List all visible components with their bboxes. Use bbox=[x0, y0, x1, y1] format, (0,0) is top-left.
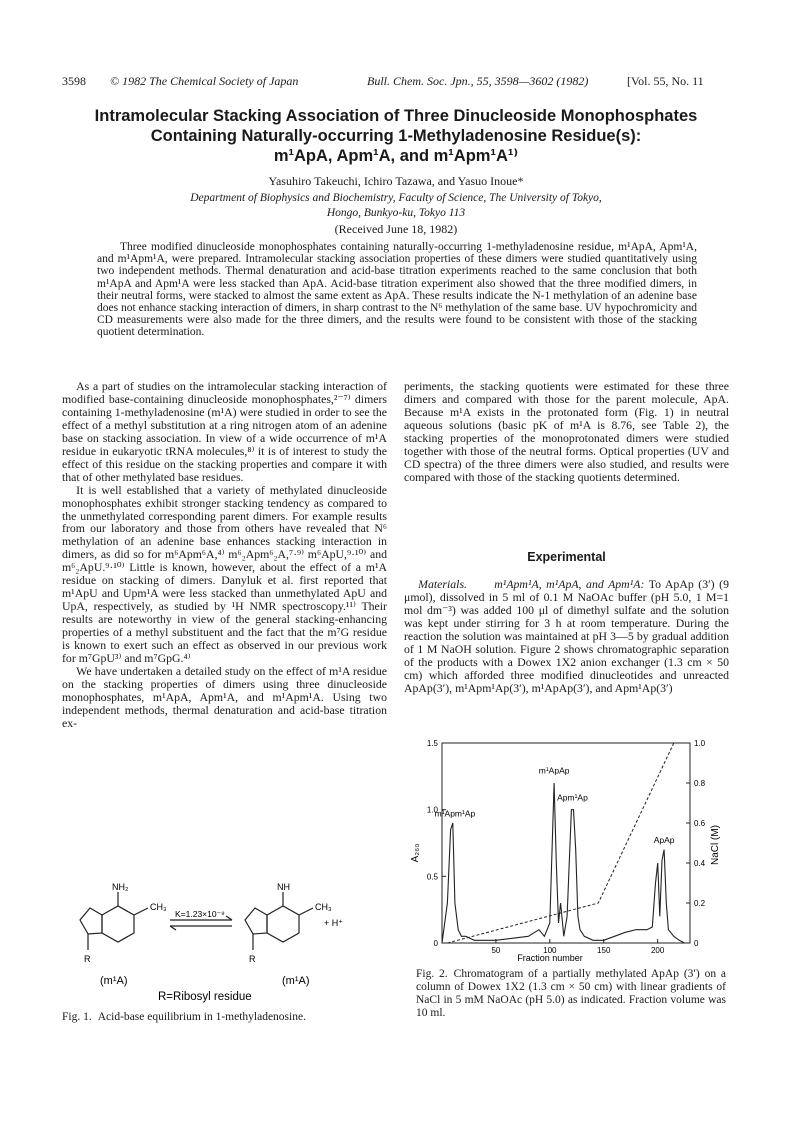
y-axis-right-label: NaCl (M) bbox=[710, 825, 721, 865]
equilibrium-constant: K=1.23×10⁻⁹ bbox=[175, 909, 225, 919]
x-tick-label: 50 bbox=[491, 946, 501, 955]
authors: Yasuhiro Takeuchi, Ichiro Tazawa, and Yasuo Inoue* bbox=[268, 174, 524, 188]
proton-label: + H⁺ bbox=[324, 918, 344, 928]
y-right-tick-label: 0.4 bbox=[694, 859, 706, 868]
y-right-tick-label: 1.0 bbox=[694, 739, 706, 748]
received-date: (Received June 18, 1982) bbox=[334, 222, 458, 236]
peak-label: m¹Apm¹Ap bbox=[434, 808, 476, 819]
copyright: © 1982 The Chemical Society of Japan bbox=[110, 74, 299, 88]
structure-label-left: (m¹A) bbox=[100, 975, 128, 987]
y-left-tick-label: 1.5 bbox=[426, 739, 438, 748]
y-left-tick-label: 0 bbox=[433, 939, 438, 948]
paper-title: Intramolecular Stacking Association of Three Dinucleoside Monophosphates Containing Naturally-occurring 1-Methyladenosine Residue(s): m¹ApA, Apm¹A, and m¹Apm¹A¹⁾ bbox=[94, 107, 698, 165]
peak-label: Apm¹Ap bbox=[557, 792, 588, 803]
right-column-intro bbox=[404, 380, 729, 484]
abstract: Three modified dinucleoside monophosphates containing naturally-occurring 1-methyladenosine residue, m¹ApA, Apm¹A, and m¹Apm¹A, were prepared. Intramolecular stacking association properties of these dimers were studied quantitatively using two independent methods. Thermal denaturation and acid-base titration experiments reached to the same conclusion that both m¹ApA and Apm¹A were less stacked than ApA. Acid-base titration experiment also showed that the three modified dimers, in their neutral forms, were stacked to almost the same extent as ApA. These results indicate the N-1 methylation of an adenine base does not enhance stacking interaction of dimers, in sharp contrast to the N⁶ methylation of the same base. UV hypochromicity and CD measurements were also made for the three dimers, and the results were found to be consistent with those of the stacking quotient determination. bbox=[97, 241, 697, 339]
figure-1-caption: Fig. 1. Acid-base equilibrium in 1-methyladenosine. bbox=[62, 1011, 306, 1023]
paragraph: We have undertaken a detailed study on the effect of m¹A residue on the stacking properties of dimers using three dinucleoside monophosphates, m¹ApA, Apm¹A, and m¹Apm¹A. Using two independent methods, thermal denaturation and acid-base titration ex- bbox=[62, 663, 387, 730]
pyrimidine-ring-left bbox=[102, 906, 134, 942]
paragraph: As a part of studies on the intramolecular stacking interaction of modified base-containing dinucleoside monophosphates,²⁻⁷⁾ dimers containing 1-methyladenosine (m¹A) were studied in order to see the effect of a methyl substitution at a ring nitrogen atom of an adenine base on stacking association. In view of a wide occurrence of m¹A residue in eukaryotic tRNA molecules,⁸⁾ it is of interest to study the effect of this residue on the stacking properties and compare it with that of other methylated base residues. bbox=[62, 379, 387, 484]
nh-label: NH bbox=[277, 882, 290, 892]
journal-citation: Bull. Chem. Soc. Jpn., 55, 3598—3602 (1982) bbox=[367, 74, 589, 88]
y-right-tick-label: 0.6 bbox=[694, 819, 706, 828]
figure-2-caption: Fig. 2. Chromatogram of a partially methylated ApAp (3′) on a column of Dowex 1X2 (1.3 cm × 50 cm) with linear gradients of NaCl in 5 mM NaOAc (pH 5.0) as indicated. Fraction volume was 10 ml. bbox=[416, 968, 726, 1019]
page-header bbox=[62, 74, 730, 92]
materials-paragraph: Materials. m¹Apm¹A, m¹ApA, and Apm¹A: To ApAp (3′) (9 μmol), dissolved in 5 ml of 0.1 M NaOAc buffer (pH 5.0, 1 M=1 mol dm⁻³) was added 100 μl of dimethyl sulfate and the solution was kept under stirring for 3 h at room temperature. During the reaction the solution was maintained at pH 3—5 by gradual addition of 1 M NaOH solution. Figure 2 shows chromatographic separation of the products with a Dowex 1X2 anion exchanger (1.3 cm × 50 cm) which afforded three modified dinucleotides and unreacted ApAp(3′), m¹Apm¹Ap(3′), m¹ApAp(3′), and Apm¹Ap(3′) bbox=[404, 577, 729, 695]
volume-info: [Vol. 55, No. 11 bbox=[627, 74, 704, 88]
x-tick-label: 150 bbox=[597, 946, 611, 955]
affiliation: Department of Biophysics and Biochemistry, Faculty of Science, The University of Tokyo, Hongo, Bunkyo-ku, Tokyo 113 bbox=[190, 192, 602, 219]
ch3-left: CH₃ bbox=[150, 902, 167, 912]
section-heading: Experimental bbox=[527, 550, 606, 564]
x-tick-label: 200 bbox=[650, 946, 665, 955]
y-axis-left-label: A₂₆₀ bbox=[410, 843, 421, 863]
paragraph: periments, the stacking quotients were estimated for these three dimers and compared with those for the parent molecule, ApA. Because m¹A exists in the protonated form (Fig. 1) in neutral aqueous solutions (basic pK of m¹A is 8.76, see Table 2), the stacking properties of the monoprotonated dimers were studied together with those of the neutral forms. Optical properties (UV and CD spectra) of the three dimers were also studied, and results were compared with those of the stacking quotients determined. bbox=[404, 379, 729, 484]
y-left-tick-label: 1.0 bbox=[426, 805, 438, 815]
left-column bbox=[62, 380, 387, 730]
y-right-tick-label: 0 bbox=[694, 939, 699, 948]
pyrimidine-ring-right bbox=[267, 906, 299, 942]
figure-2-chromatogram bbox=[400, 735, 730, 963]
absorbance-series bbox=[442, 783, 685, 943]
x-tick-label: 100 bbox=[543, 946, 557, 955]
ribosyl-note: R=Ribosyl residue bbox=[158, 991, 252, 1003]
y-right-tick-label: 0.8 bbox=[694, 779, 706, 788]
paragraph: It is well established that a variety of methylated dinucleoside monophosphates exhibit stronger stacking tendency as compared to the unmethylated corresponding parent dimers. For example results from our laboratory and those from others have revealed that N⁶ methylation of an adenine base enhances stacking interaction in dimers, as did so for m⁶Apm⁶A,⁴⁾ m⁶₂Apm⁶₂A,⁷·⁹⁾ m⁶ApU,⁹·¹⁰⁾ and m⁶₂ApU.⁹·¹⁰⁾ Little is known, however, about the effect of a m¹A residue on stacking of dimers. Danyluk et al. first reported that m¹ApU and Upm¹A were less stacked than unmethylated ApU and UpA, respectively, as studied by ¹H NMR spectroscopy.¹¹⁾ Their results are noteworthy in view of the general stacking-enhancing properties of a methyl substituent and the fact that the m⁷G residue is known to exert such an effect as observed in our previous work for m⁷GpU³⁾ and m⁷GpG.⁴⁾ bbox=[62, 482, 387, 666]
r-left: R bbox=[84, 954, 91, 964]
peak-label: m¹ApAp bbox=[538, 765, 570, 776]
structure-label-right: (m¹A) bbox=[282, 975, 310, 987]
nh2-label: NH₂ bbox=[112, 882, 129, 892]
r-right: R bbox=[249, 954, 256, 964]
page-number: 3598 bbox=[62, 74, 86, 88]
peak-label: ApAp bbox=[653, 835, 675, 845]
ch3-right: CH₃ bbox=[315, 902, 332, 912]
imidazole-ring-left bbox=[80, 908, 102, 934]
imidazole-ring-right bbox=[245, 908, 267, 934]
x-axis-label: Fraction number bbox=[517, 953, 583, 963]
y-left-tick-label: 0.5 bbox=[426, 872, 438, 882]
figure-1-structures bbox=[62, 880, 387, 1005]
y-right-tick-label: 0.2 bbox=[694, 899, 706, 908]
materials-compounds: m¹Apm¹A, m¹ApA, and Apm¹A: bbox=[494, 577, 645, 591]
materials-label: Materials. bbox=[418, 577, 467, 591]
